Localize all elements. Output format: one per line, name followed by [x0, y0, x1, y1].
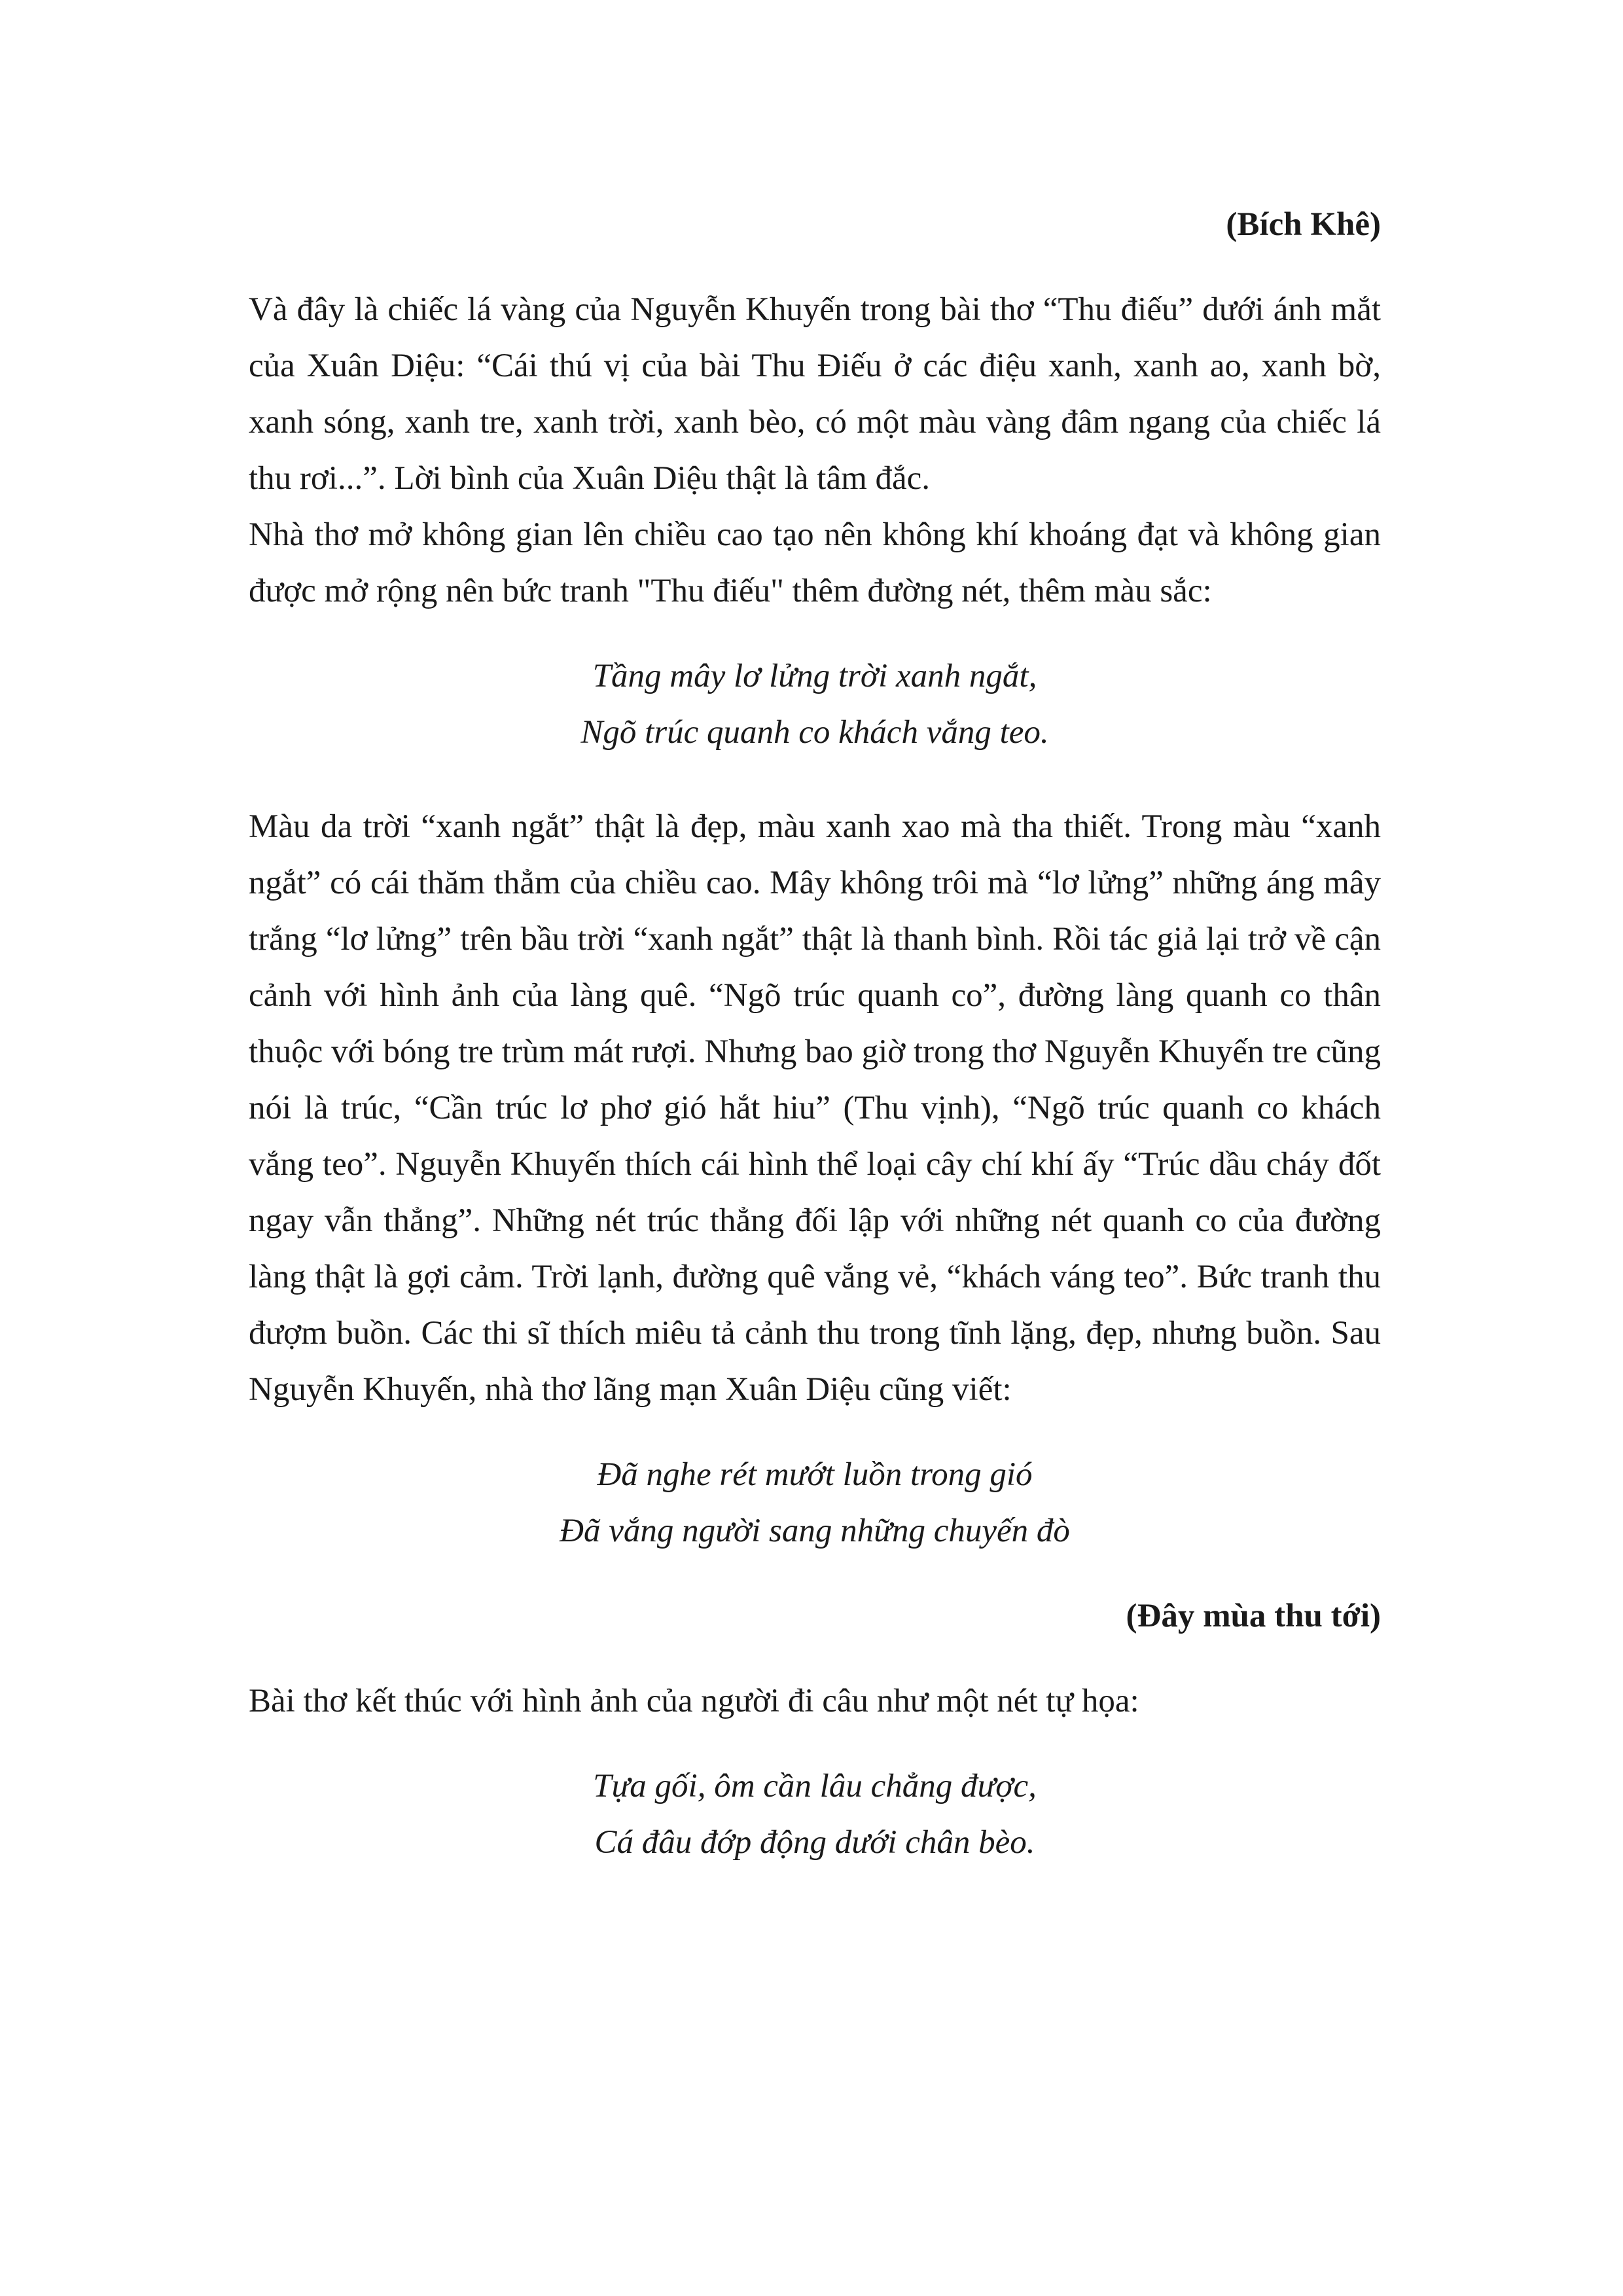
- paragraph-2: Nhà thơ mở không gian lên chiều cao tạo nên không khí khoáng đạt và không gian được mở rộng nên bức tranh "Thu điếu" thêm đường nét, thêm màu sắc:: [249, 516, 1381, 609]
- poem-line: Tựa gối, ôm cần lâu chẳng được,: [593, 1768, 1037, 1804]
- poem-line: Đã nghe rét mướt luồn trong gió: [597, 1456, 1033, 1493]
- spacer: [249, 619, 1381, 648]
- paragraph-3: Màu da trời “xanh ngắt” thật là đẹp, màu xanh xao mà tha thiết. Trong màu “xanh ngắt” có cái thăm thẳm của chiều cao. Mây không trôi mà “lơ lửng” những áng mây trắng “lơ lửng” trên bầu trời “xanh ngắt” thật là thanh bình. Rồi tác giả lại trở về cận cảnh với hình ảnh của làng quê. “Ngõ trúc quanh co”, đường làng quanh co thân thuộc với bóng tre trùm mát rượi. Nhưng bao giờ trong thơ Nguyễn Khuyến tre cũng nói là trúc, “Cần trúc lơ phơ gió hắt hiu” (Thu vịnh), “Ngõ trúc quanh co khách vắng teo”. Nguyễn Khuyến thích cái hình thể loại cây chí khí ấy “Trúc dầu cháy đốt ngay vẫn thẳng”. Những nét trúc thẳng đối lập với những nét quanh co của đường làng thật là gợi cảm. Trời lạnh, đường quê vắng vẻ, “khách váng teo”. Bức tranh thu đượm buồn. Các thi sĩ thích miêu tả cảnh thu trong tĩnh lặng, đẹp, nhưng buồn. Sau Nguyễn Khuyến, nhà thơ lãng mạn Xuân Diệu cũng viết:: [249, 808, 1381, 1408]
- spacer: [249, 1418, 1381, 1446]
- poem-excerpt-1: [249, 648, 1381, 761]
- document-page: [249, 196, 1381, 1871]
- spacer: [249, 1729, 1381, 1758]
- poem-excerpt-3: [249, 1758, 1381, 1871]
- spacer: [249, 1559, 1381, 1588]
- paragraph-1: Và đây là chiếc lá vàng của Nguyễn Khuyến trong bài thơ “Thu điếu” dưới ánh mắt của Xuân Diệu: “Cái thú vị của bài Thu Điếu ở các điệu xanh, xanh ao, xanh bờ, xanh sóng, xanh tre, xanh trời, xanh bèo, có một màu vàng đâm ngang của chiếc lá thu rơi...”. Lời bình của Xuân Diệu thật là tâm đắc.: [249, 291, 1381, 497]
- poem-line: Ngõ trúc quanh co khách vắng teo.: [580, 714, 1049, 751]
- spacer: [249, 253, 1381, 281]
- spacer: [249, 1644, 1381, 1673]
- source-attribution: (Đây mùa thu tới): [1126, 1598, 1381, 1634]
- paragraph-4: Bài thơ kết thúc với hình ảnh của người đi câu như một nét tự họa:: [249, 1683, 1139, 1719]
- poem-line: Cá đâu đớp động dưới chân bèo.: [594, 1824, 1035, 1861]
- source-attribution: (Bích Khê): [1226, 206, 1381, 243]
- poem-line: Tầng mây lơ lửng trời xanh ngắt,: [592, 658, 1037, 694]
- poem-line: Đã vắng người sang những chuyến đò: [560, 1513, 1070, 1549]
- spacer: [249, 761, 1381, 798]
- poem-excerpt-2: [249, 1446, 1381, 1559]
